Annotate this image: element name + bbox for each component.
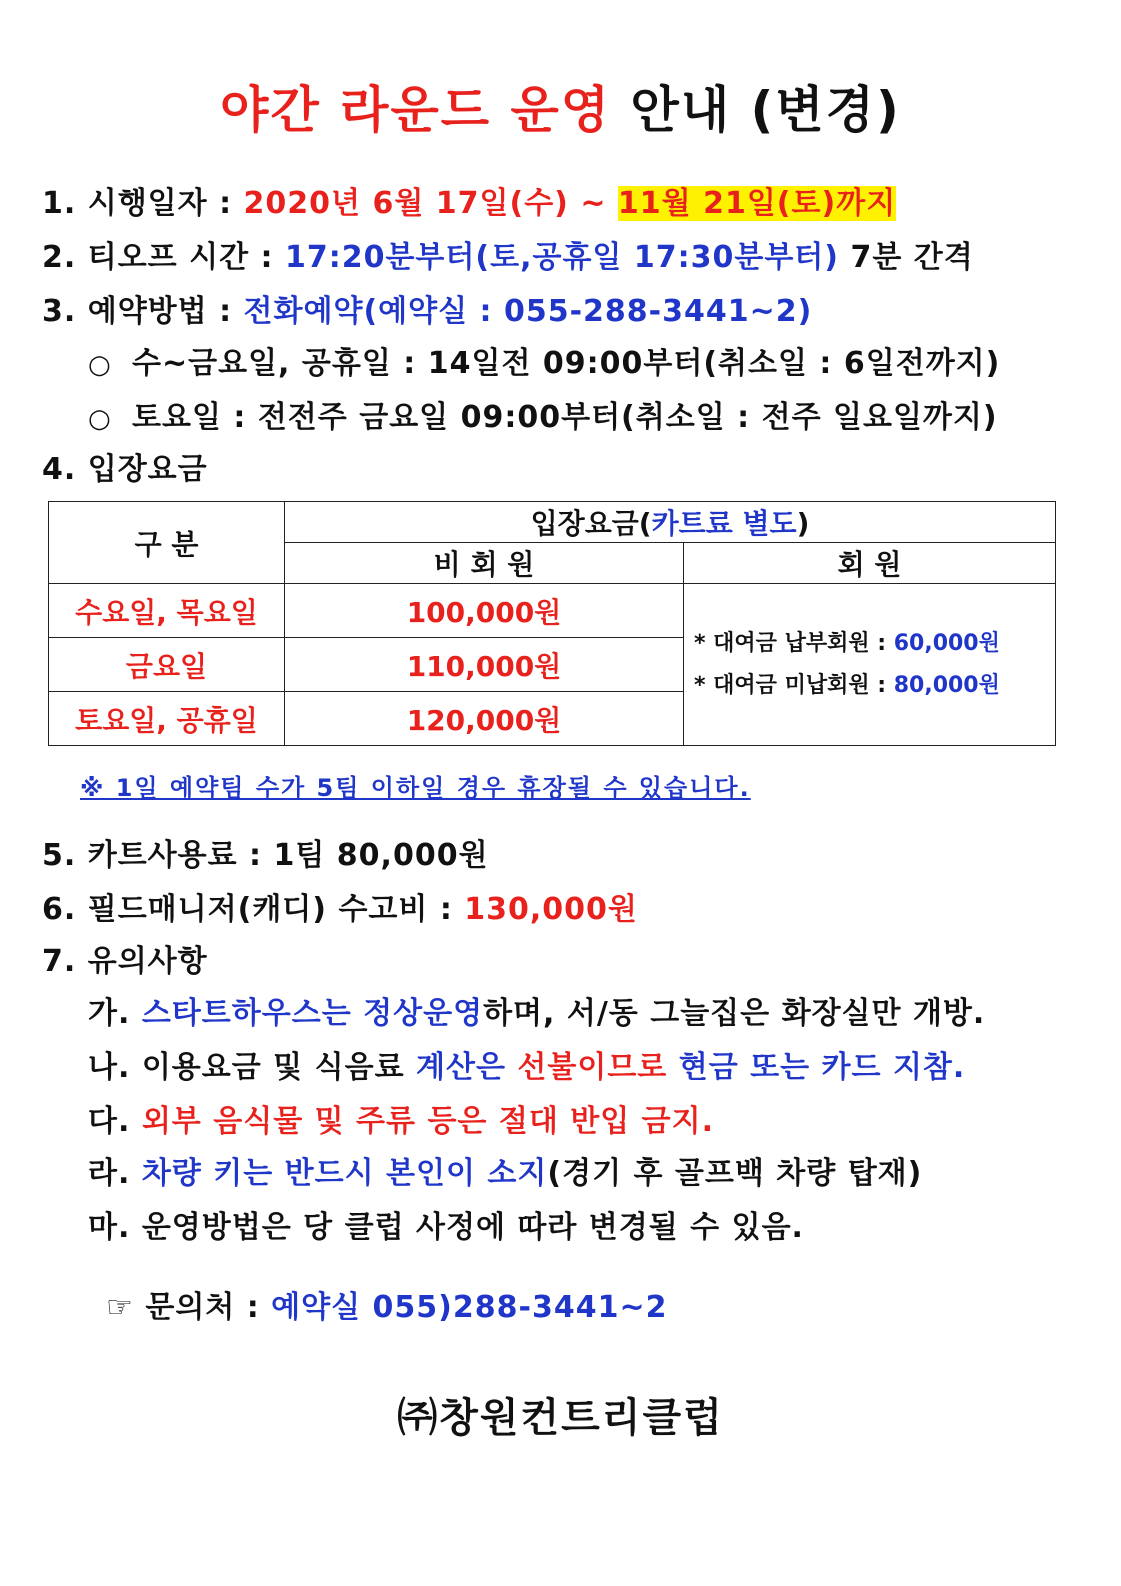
caution-ga-rest: 하며, 서/동 그늘집은 화장실만 개방. xyxy=(483,996,986,1031)
item-reservation xyxy=(42,286,812,330)
title-rest: 안내 (변경) xyxy=(630,81,901,139)
item-reservation-label: 3. 예약방법 : xyxy=(42,294,244,329)
row-day: 수요일, 목요일 xyxy=(49,584,285,638)
member-unpaid-fee: 80,000원 xyxy=(893,672,1000,698)
circle-bullet-icon: ○ xyxy=(88,350,112,380)
item-date xyxy=(42,178,896,222)
fee-table xyxy=(48,501,1056,746)
item-caddie-label: 6. 필드매니저(캐디) 수고비 : xyxy=(42,892,465,927)
caution-ga-highlight: 스타트하우스는 정상운영 xyxy=(141,996,484,1031)
caution-ra-rest: (경기 후 골프백 차량 탑재) xyxy=(547,1156,923,1191)
caution-na-blue2: 현금 또는 카드 지참. xyxy=(667,1050,966,1085)
row-fee: 110,000원 xyxy=(285,638,684,692)
caution-na xyxy=(88,1042,965,1086)
member-paid-line xyxy=(694,623,1055,665)
item-teeoff-label: 2. 티오프 시간 : xyxy=(42,240,285,275)
row-day: 금요일 xyxy=(49,638,285,692)
item-date-start: 2020년 6월 17일(수) ~ xyxy=(243,186,618,221)
header-fee-pre: 입장요금( xyxy=(530,507,652,540)
item-date-end: 11월 21일(토)까지 xyxy=(617,186,897,221)
page-title xyxy=(0,70,1121,142)
row-day: 토요일, 공휴일 xyxy=(49,692,285,746)
caution-da xyxy=(88,1096,714,1140)
circle-bullet-icon: ○ xyxy=(88,404,112,434)
member-unpaid-label: * 대여금 미납회원 : xyxy=(694,672,894,698)
caution-da-prefix: 다. xyxy=(88,1104,142,1139)
caution-ga-prefix: 가. xyxy=(88,996,142,1031)
caution-ra xyxy=(88,1148,922,1192)
item-caddie-fee: 130,000원 xyxy=(464,892,638,927)
contact-value: 예약실 055)288-3441~2 xyxy=(271,1290,668,1325)
row-fee: 120,000원 xyxy=(285,692,684,746)
header-nonmember: 비 회 원 xyxy=(285,543,684,584)
item-weekday-rule xyxy=(88,338,1000,382)
header-fee-post: ) xyxy=(796,507,810,540)
header-fee xyxy=(285,502,1056,543)
item-fee-heading: 4. 입장요금 xyxy=(42,452,208,487)
header-category: 구 분 xyxy=(49,502,285,584)
item-teeoff-interval: 7분 간격 xyxy=(839,240,974,275)
member-unpaid-line xyxy=(694,665,1055,707)
caution-na-prefix: 나. 이용요금 및 식음료 xyxy=(88,1050,416,1085)
item-saturday-text: 토요일 : 전전주 금요일 09:00부터(취소일 : 전주 일요일까지) xyxy=(132,400,998,435)
member-paid-label: * 대여금 납부회원 : xyxy=(694,630,894,656)
company-name: ㈜창원컨트리클럽 xyxy=(397,1395,724,1441)
member-paid-fee: 60,000원 xyxy=(893,630,1000,656)
header-fee-note: 카트료 별도 xyxy=(651,507,797,540)
item-saturday-rule xyxy=(88,392,998,436)
closure-notice: ※ 1일 예약팀 수가 5팀 이하일 경우 휴장될 수 있습니다. xyxy=(80,774,751,802)
item-date-label: 1. 시행일자 : xyxy=(42,186,244,221)
pointing-hand-icon: ☞ 문의처 : xyxy=(106,1290,272,1325)
caution-ga xyxy=(88,988,985,1032)
header-member: 회 원 xyxy=(684,543,1056,584)
title-highlight: 야간 라운드 운영 xyxy=(220,81,612,139)
contact-line xyxy=(106,1282,667,1326)
caution-ra-prefix: 라. xyxy=(88,1156,142,1191)
item-teeoff-time: 17:20분부터(토,공휴일 17:30분부터) xyxy=(284,240,840,275)
item-cart: 5. 카트사용료 : 1팀 80,000원 xyxy=(42,838,489,873)
caution-da-text: 외부 음식물 및 주류 등은 절대 반입 금지. xyxy=(141,1104,715,1139)
row-fee: 100,000원 xyxy=(285,584,684,638)
item-teeoff xyxy=(42,232,974,276)
caution-ma: 마. 운영방법은 당 클럽 사정에 따라 변경될 수 있음. xyxy=(88,1210,804,1245)
item-caddie xyxy=(42,884,638,928)
item-weekday-text: 수~금요일, 공휴일 : 14일전 09:00부터(취소일 : 6일전까지) xyxy=(132,346,1001,381)
caution-ra-highlight: 차량 키는 반드시 본인이 소지 xyxy=(141,1156,548,1191)
member-fee-cell xyxy=(684,584,1056,746)
item-reservation-method: 전화예약(예약실 : 055-288-3441~2) xyxy=(243,294,813,329)
item-cautions-heading: 7. 유의사항 xyxy=(42,944,208,979)
caution-na-blue1: 계산은 xyxy=(416,1050,518,1085)
caution-na-red: 선불이므로 xyxy=(517,1050,668,1085)
